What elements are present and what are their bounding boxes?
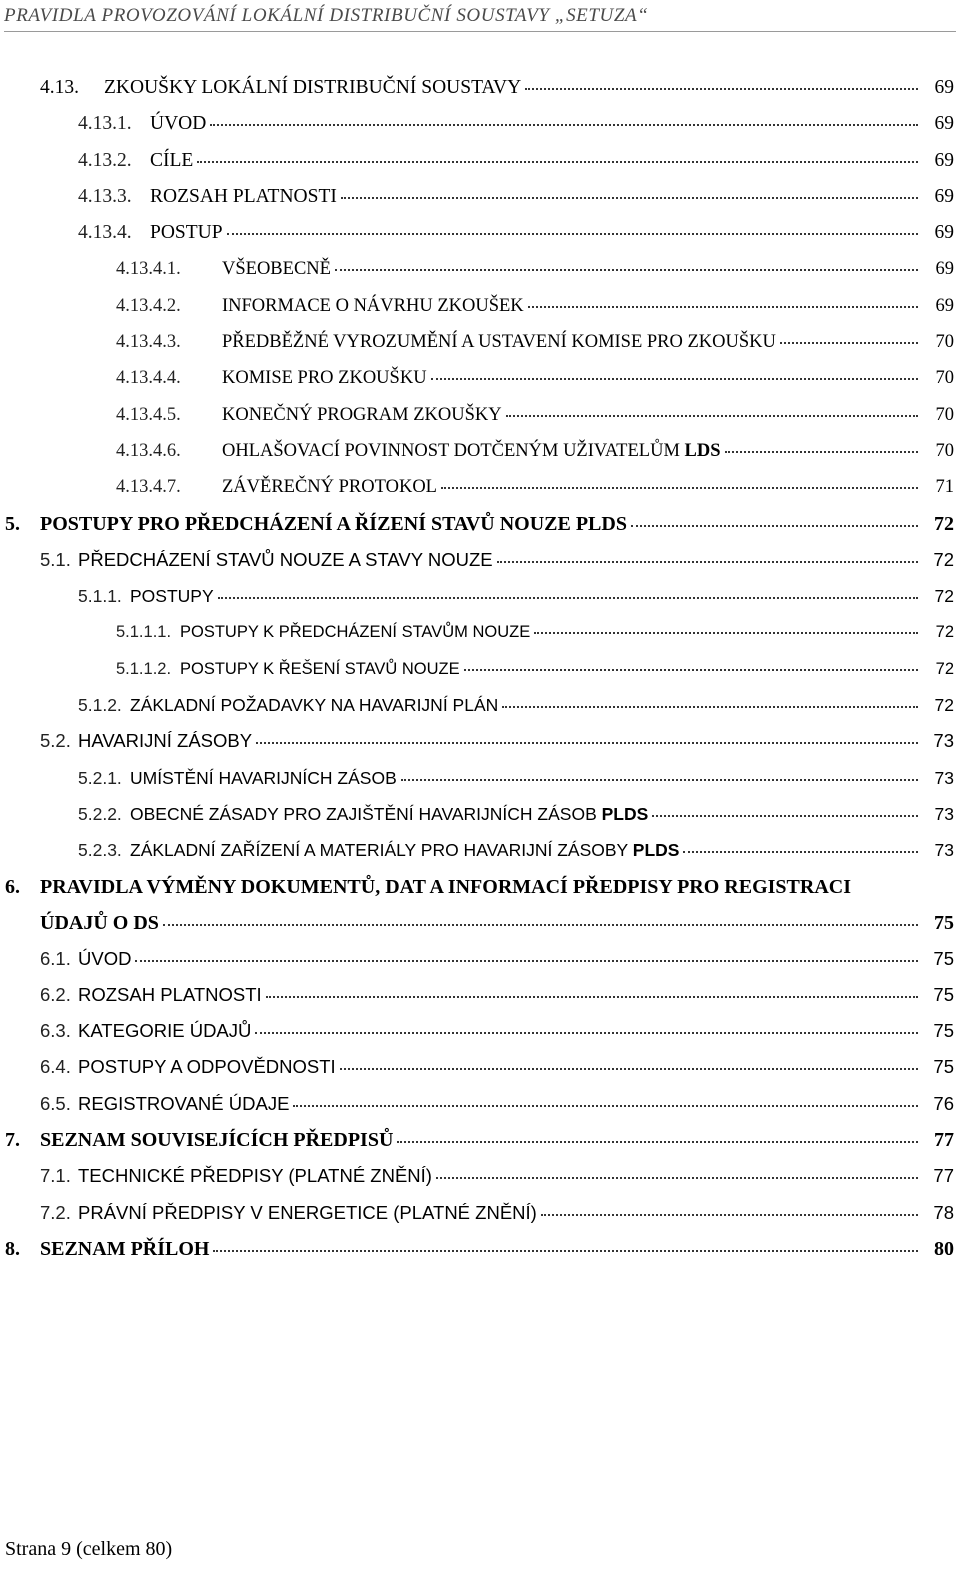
toc-number: 4.13.4.3. — [116, 332, 181, 353]
leader-dots — [528, 305, 918, 308]
toc-title: ÚVOD — [150, 113, 207, 135]
leader-dots — [227, 232, 918, 235]
toc-page: 69 — [935, 295, 954, 316]
toc-title: KONEČNÝ PROGRAM ZKOUŠKY — [222, 404, 502, 425]
leader-dots — [497, 560, 918, 563]
toc-entry[interactable] — [0, 288, 960, 324]
toc-title: KATEGORIE ÚDAJŮ — [78, 1020, 252, 1042]
toc-page: 75 — [933, 1020, 954, 1042]
toc-title: SEZNAM SOUVISEJÍCÍCH PŘEDPISŮ — [40, 1129, 394, 1152]
toc-page: 80 — [934, 1237, 954, 1260]
toc-entry[interactable] — [0, 70, 960, 106]
toc-page: 69 — [934, 149, 954, 171]
toc-entry[interactable] — [0, 360, 960, 396]
toc-page: 75 — [933, 983, 954, 1005]
toc-title: TECHNICKÉ PŘEDPISY (PLATNÉ ZNĚNÍ) — [78, 1165, 432, 1187]
toc-title: PRÁVNÍ PŘEDPISY V ENERGETICE (PLATNÉ ZNĚNÍ) — [78, 1201, 537, 1223]
toc-page: 73 — [934, 840, 954, 861]
toc-title: ZKOUŠKY LOKÁLNÍ DISTRIBUČNÍ SOUSTAVY — [104, 77, 522, 98]
leader-dots — [335, 268, 918, 271]
toc-page: 72 — [933, 548, 954, 570]
leader-dots — [213, 1249, 918, 1252]
toc-entry[interactable] — [0, 433, 960, 469]
toc-page: 69 — [934, 222, 954, 244]
leader-dots — [163, 923, 918, 926]
toc-number: 5.2.2. — [78, 803, 122, 824]
leader-dots — [502, 705, 918, 708]
leader-dots — [431, 377, 918, 380]
toc-page: 70 — [935, 440, 954, 461]
toc-page: 69 — [934, 113, 954, 135]
toc-page: 75 — [933, 947, 954, 969]
toc-number: 5.2.1. — [78, 767, 122, 788]
toc-title: PŘEDBĚŽNÉ VYROZUMĚNÍ A USTAVENÍ KOMISE PRO ZKOUŠKU — [222, 332, 776, 353]
toc-title: ROZSAH PLATNOSTI — [78, 983, 262, 1005]
toc-page: 72 — [934, 586, 954, 607]
leader-dots — [725, 450, 918, 453]
toc-entry[interactable] — [0, 469, 960, 505]
toc-title: ÚDAJŮ O DS — [40, 911, 159, 934]
toc-page: 77 — [933, 1165, 954, 1187]
toc-page: 75 — [933, 1056, 954, 1078]
leader-dots — [397, 1140, 918, 1143]
toc-entry[interactable] — [0, 614, 960, 650]
leader-dots — [441, 486, 918, 489]
toc-page: 69 — [934, 185, 954, 207]
toc-number: 4.13.4.7. — [116, 477, 181, 498]
toc-entry[interactable] — [0, 869, 960, 941]
leader-dots — [210, 123, 918, 126]
toc-number: 6.1. — [40, 947, 71, 969]
leader-dots — [652, 814, 918, 817]
leader-dots — [218, 596, 918, 599]
toc-title: POSTUPY — [130, 586, 214, 607]
leader-dots — [293, 1104, 918, 1107]
toc-title: UMÍSTĚNÍ HAVARIJNÍCH ZÁSOB — [130, 767, 397, 788]
toc-title: SEZNAM PŘÍLOH — [40, 1237, 210, 1260]
toc-entry[interactable] — [0, 143, 960, 179]
toc-title: OHLAŠOVACÍ POVINNOST DOTČENÝM UŽIVATELŮM LDS — [222, 440, 721, 461]
toc-number: 5.1.1. — [78, 586, 122, 607]
toc-page: 77 — [934, 1129, 954, 1152]
toc-title: POSTUPY K ŘEŠENÍ STAVŮ NOUZE — [180, 659, 460, 678]
toc-title-bold: PLDS — [632, 840, 680, 861]
toc-entry[interactable] — [0, 687, 960, 723]
toc-title: POSTUPY K PŘEDCHÁZENÍ STAVŮM NOUZE — [180, 623, 531, 642]
toc-number: 5.1.1.2. — [116, 659, 172, 678]
toc-title-line1: PRAVIDLA VÝMĚNY DOKUMENTŮ, DAT A INFORMACÍ PŘEDPISY PRO REGISTRACI — [40, 875, 851, 898]
leader-dots — [631, 524, 918, 527]
toc-title: REGISTROVANÉ ÚDAJE — [78, 1092, 290, 1114]
toc-page: 78 — [933, 1201, 954, 1223]
toc-title: ÚVOD — [78, 947, 132, 969]
leader-dots — [401, 778, 918, 781]
toc-title: POSTUPY PRO PŘEDCHÁZENÍ A ŘÍZENÍ STAVŮ NOUZE PLDS — [40, 512, 627, 535]
toc-number: 6.4. — [40, 1056, 71, 1078]
leader-dots — [341, 196, 918, 199]
toc-entry[interactable] — [0, 832, 960, 868]
toc-entry[interactable] — [0, 651, 960, 687]
toc-number: 4.13.2. — [78, 149, 132, 171]
toc-page: 72 — [934, 512, 954, 535]
toc-page: 70 — [935, 332, 954, 353]
toc-entry[interactable] — [0, 723, 960, 759]
table-of-contents — [0, 70, 960, 1267]
toc-entry[interactable] — [0, 1195, 960, 1231]
toc-number: 5.2. — [40, 730, 71, 752]
toc-page: 76 — [933, 1092, 954, 1114]
toc-title: ROZSAH PLATNOSTI — [150, 185, 337, 207]
leader-dots — [506, 414, 918, 417]
toc-entry[interactable] — [0, 179, 960, 215]
leader-dots — [256, 741, 918, 744]
toc-number: 4.13.4.6. — [116, 440, 181, 461]
toc-number: 8. — [5, 1237, 20, 1260]
toc-number: 7.1. — [40, 1165, 71, 1187]
toc-entry[interactable] — [0, 1231, 960, 1267]
toc-title: OBECNÉ ZÁSADY PRO ZAJIŠTĚNÍ HAVARIJNÍCH ZÁSOB PLDS — [130, 803, 649, 824]
leader-dots — [525, 87, 918, 90]
toc-number: 5.2.3. — [78, 840, 122, 861]
toc-number: 5.1. — [40, 548, 71, 570]
leader-dots — [266, 995, 918, 998]
toc-number: 7. — [5, 1129, 20, 1152]
page-footer: Strana 9 (celkem 80) — [5, 1538, 173, 1560]
toc-page: 73 — [933, 730, 954, 752]
leader-dots — [135, 959, 918, 962]
toc-entry[interactable] — [0, 506, 960, 542]
toc-page: 75 — [934, 911, 954, 934]
toc-title: CÍLE — [150, 149, 194, 171]
leader-dots — [683, 850, 918, 853]
leader-dots — [534, 631, 918, 634]
toc-entry[interactable] — [0, 578, 960, 614]
toc-number: 7.2. — [40, 1201, 71, 1223]
toc-number: 4.13.4.2. — [116, 295, 181, 316]
toc-entry[interactable] — [0, 941, 960, 977]
toc-page: 70 — [935, 368, 954, 389]
toc-entry[interactable] — [0, 796, 960, 832]
toc-number: 4.13. — [40, 77, 79, 98]
toc-page: 72 — [935, 623, 954, 642]
toc-entry[interactable] — [0, 1013, 960, 1049]
toc-title: KOMISE PRO ZKOUŠKU — [222, 368, 427, 389]
toc-title: ZÁKLADNÍ ZAŘÍZENÍ A MATERIÁLY PRO HAVARIJNÍ ZÁSOBY PLDS — [130, 840, 680, 861]
toc-number: 6. — [5, 875, 20, 898]
toc-title: POSTUPY A ODPOVĚDNOSTI — [78, 1056, 336, 1078]
toc-title: ZÁKLADNÍ POŽADAVKY NA HAVARIJNÍ PLÁN — [130, 695, 499, 716]
toc-entry[interactable] — [0, 397, 960, 433]
toc-title: POSTUP — [150, 222, 223, 244]
toc-page: 72 — [935, 659, 954, 678]
toc-entry[interactable] — [0, 106, 960, 142]
toc-title: PŘEDCHÁZENÍ STAVŮ NOUZE A STAVY NOUZE — [78, 548, 493, 570]
toc-entry[interactable] — [0, 977, 960, 1013]
toc-entry[interactable] — [0, 1122, 960, 1158]
toc-page: 73 — [934, 803, 954, 824]
toc-number: 6.3. — [40, 1020, 71, 1042]
toc-title-bold: LDS — [684, 440, 721, 461]
toc-entry[interactable] — [0, 1049, 960, 1085]
toc-entry[interactable] — [0, 215, 960, 251]
toc-page: 69 — [934, 77, 954, 98]
toc-entry[interactable] — [0, 324, 960, 360]
toc-page: 73 — [934, 767, 954, 788]
toc-page: 71 — [935, 477, 954, 498]
toc-number: 4.13.4.5. — [116, 404, 181, 425]
leader-dots — [340, 1067, 918, 1070]
toc-number: 5.1.2. — [78, 695, 122, 716]
toc-page: 70 — [935, 404, 954, 425]
toc-title: VŠEOBECNĚ — [222, 259, 331, 280]
leader-dots — [255, 1031, 918, 1034]
toc-page: 69 — [935, 259, 954, 280]
toc-entry[interactable] — [0, 1158, 960, 1194]
toc-entry[interactable] — [0, 1086, 960, 1122]
toc-number: 5. — [5, 512, 20, 535]
toc-number: 4.13.3. — [78, 185, 132, 207]
toc-number: 4.13.4. — [78, 222, 132, 244]
running-header: PRAVIDLA PROVOZOVÁNÍ LOKÁLNÍ DISTRIBUČNÍ SOUSTAVY „SETUZA“ — [4, 5, 956, 32]
toc-number: 6.2. — [40, 983, 71, 1005]
toc-entry[interactable] — [0, 760, 960, 796]
toc-number: 6.5. — [40, 1092, 71, 1114]
leader-dots — [780, 341, 918, 344]
toc-title: HAVARIJNÍ ZÁSOBY — [78, 730, 253, 752]
toc-number: 4.13.4.1. — [116, 259, 181, 280]
leader-dots — [197, 160, 918, 163]
leader-dots — [541, 1213, 918, 1216]
leader-dots — [464, 668, 918, 671]
leader-dots — [436, 1176, 918, 1179]
toc-title: ZÁVĚREČNÝ PROTOKOL — [222, 477, 437, 498]
toc-number: 5.1.1.1. — [116, 623, 172, 642]
toc-title: INFORMACE O NÁVRHU ZKOUŠEK — [222, 295, 524, 316]
toc-page: 72 — [934, 695, 954, 716]
toc-number: 4.13.4.4. — [116, 368, 181, 389]
toc-title-bold: PLDS — [601, 803, 649, 824]
toc-entry[interactable] — [0, 542, 960, 578]
toc-number: 4.13.1. — [78, 113, 132, 135]
toc-entry[interactable] — [0, 251, 960, 287]
